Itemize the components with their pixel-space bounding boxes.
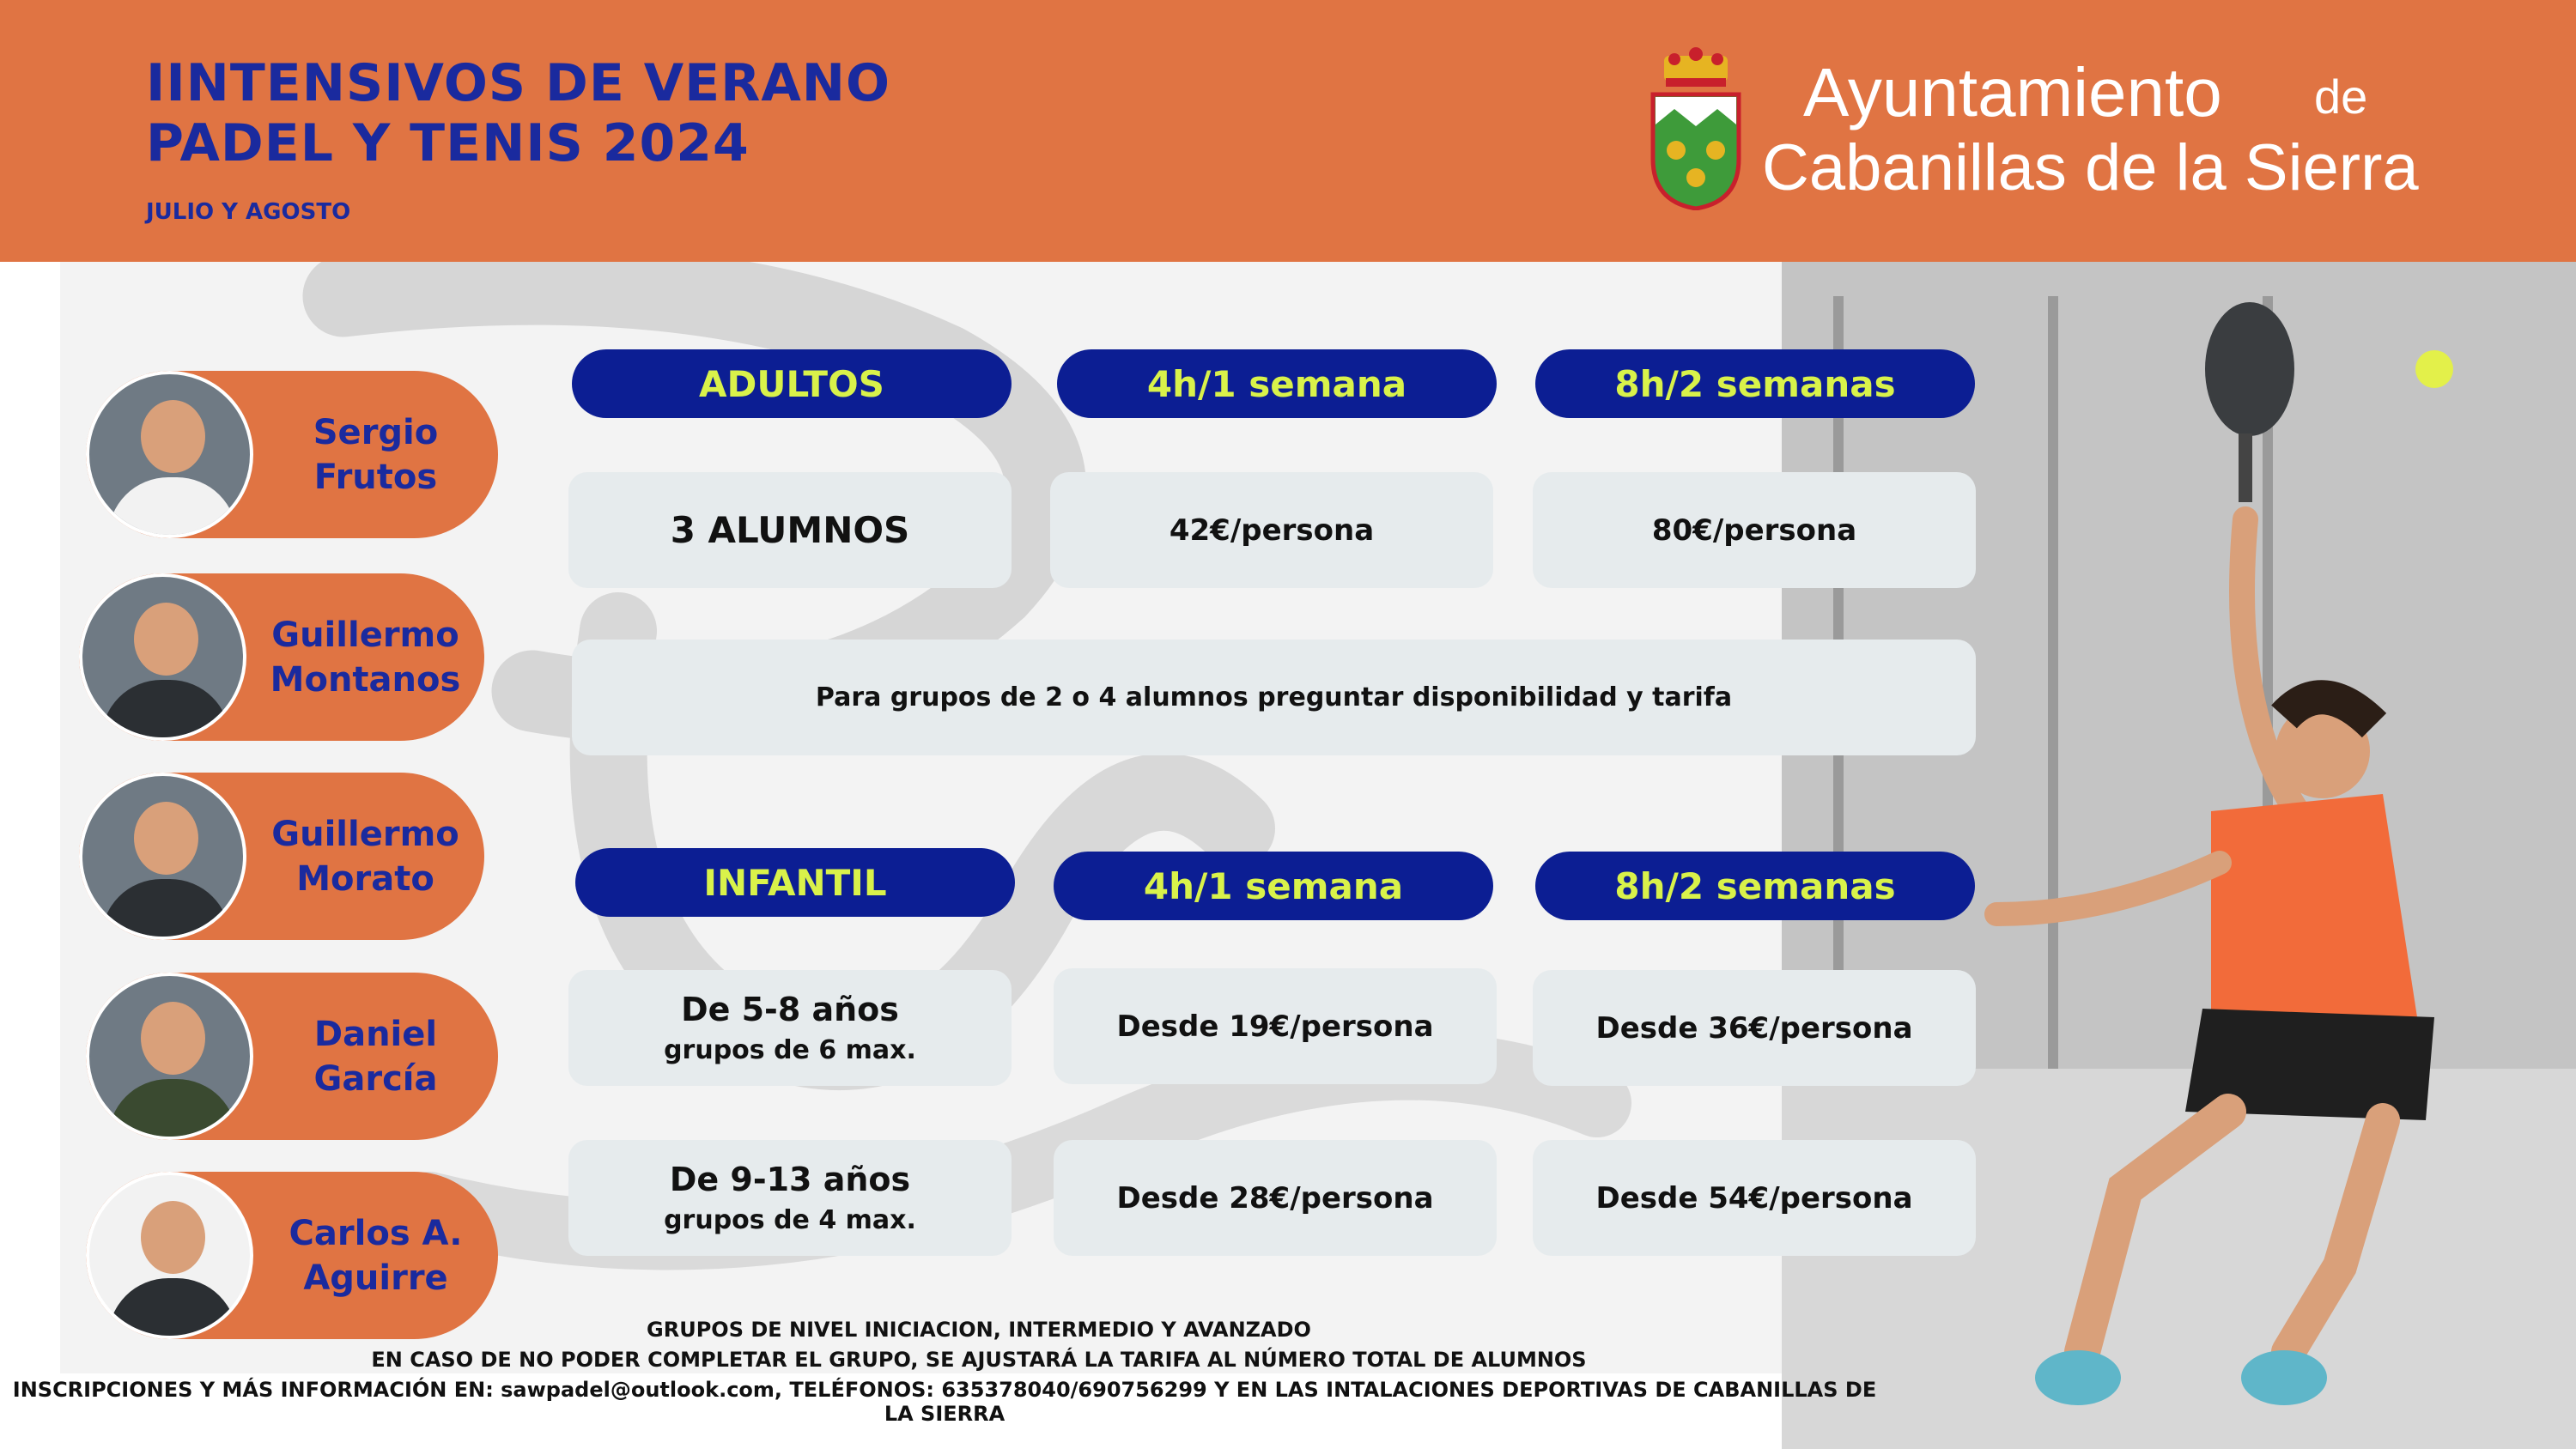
coach-avatar [79, 773, 246, 940]
infantil-week1-header: 4h/1 semana [1054, 852, 1493, 920]
coach-card [86, 973, 498, 1140]
coach-card [79, 773, 484, 940]
org-name-line-1: Ayuntamiento [1803, 54, 2222, 130]
infantil-row-2-group: grupos de 4 max. [664, 1205, 916, 1235]
org-name-line-2: Cabanillas de la Sierra [1762, 131, 2419, 204]
infantil-row-2-age: De 9-13 años [669, 1161, 911, 1198]
coach-name: Guillermo Montanos [270, 615, 461, 700]
adultos-students-cell [568, 472, 1012, 588]
coach-avatar [86, 1172, 253, 1339]
coach-name: Guillermo Morato [271, 814, 459, 899]
infantil-row-2-week1-cell [1054, 1140, 1497, 1256]
infantil-row-2-week2: Desde 54€/persona [1595, 1180, 1913, 1216]
infantil-row-2-week2-cell [1533, 1140, 1976, 1256]
coach-card [79, 573, 484, 741]
footer-tariff-note: EN CASO DE NO PODER COMPLETAR EL GRUPO, SE AJUSTARÁ LA TARIFA AL NÚMERO TOTAL DE ALUMNOS [371, 1348, 1587, 1372]
coach-avatar [79, 573, 246, 741]
adultos-note: Para grupos de 2 o 4 alumnos preguntar disponibilidad y tarifa [815, 682, 1733, 712]
page-subtitle: JULIO Y AGOSTO [146, 199, 351, 225]
coach-name: Sergio Frutos [313, 412, 439, 497]
coach-card [86, 1172, 498, 1339]
infantil-row-2-week1: Desde 28€/persona [1116, 1180, 1434, 1216]
adultos-week2-price-cell [1533, 472, 1976, 588]
coach-avatar [86, 973, 253, 1140]
adultos-week2-header: 8h/2 semanas [1535, 349, 1975, 418]
adultos-week1-price-cell [1050, 472, 1493, 588]
infantil-row-1-week1-cell [1054, 968, 1497, 1084]
footer-levels: GRUPOS DE NIVEL INICIACION, INTERMEDIO Y AVANZADO [647, 1318, 1311, 1342]
adultos-header: ADULTOS [572, 349, 1012, 418]
org-name-de: de [2314, 70, 2368, 124]
infantil-row-1-week2-cell [1533, 970, 1976, 1086]
infantil-row-1-week2: Desde 36€/persona [1595, 1010, 1913, 1046]
infantil-row-1-age: De 5-8 años [681, 991, 899, 1028]
title-line-2: PADEL Y TENIS 2024 [146, 113, 750, 173]
infantil-row-1-week1: Desde 19€/persona [1116, 1009, 1434, 1044]
infantil-row-1-age-cell [568, 970, 1012, 1086]
page-title [146, 53, 890, 173]
footer-contact-info: INSCRIPCIONES Y MÁS INFORMACIÓN EN: sawpadel@outlook.com, TELÉFONOS: 635378040/690756299 Y EN LAS INTALACIONES DEPORTIVAS DE CABANILLAS DE LA SIERRA [12, 1378, 1877, 1426]
adultos-note-cell [572, 640, 1976, 755]
adultos-students: 3 ALUMNOS [670, 509, 910, 551]
infantil-header: INFANTIL [575, 848, 1015, 917]
infantil-week2-header: 8h/2 semanas [1535, 852, 1975, 920]
coach-avatar [86, 371, 253, 538]
infantil-row-2-age-cell [568, 1140, 1012, 1256]
adultos-week2-price: 80€/persona [1651, 512, 1857, 548]
coach-card [86, 371, 498, 538]
adultos-week1-price: 42€/persona [1169, 512, 1375, 548]
coach-name: Carlos A. Aguirre [289, 1213, 463, 1298]
infantil-row-1-group: grupos de 6 max. [664, 1035, 916, 1065]
title-line-1: IINTENSIVOS DE VERANO [146, 53, 890, 113]
coach-name: Daniel García [313, 1014, 438, 1099]
adultos-week1-header: 4h/1 semana [1057, 349, 1497, 418]
municipal-crest-icon [1649, 47, 1743, 210]
